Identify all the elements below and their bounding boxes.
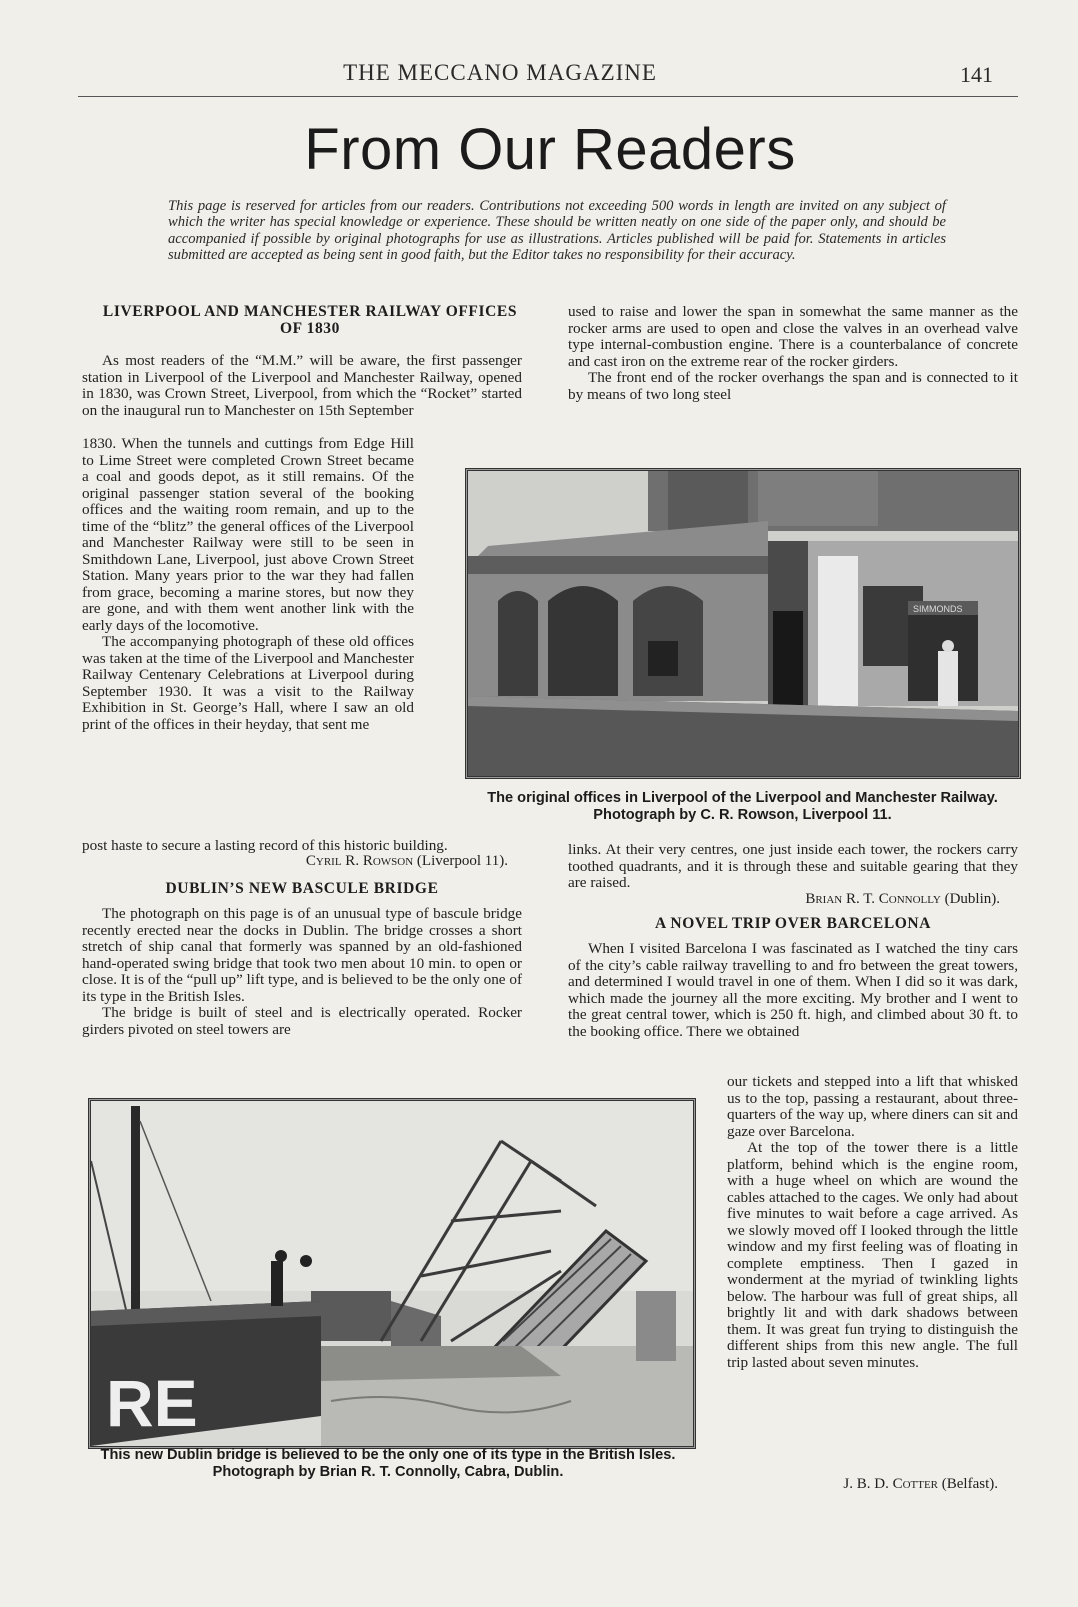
signature-connolly — [700, 891, 1000, 908]
article-barcelona-narrow: our tickets and stepped into a lift that whisked us to the top, passing a restaurant, about three-quarters of the way up, where diners can sit and gaze over Barcelona. At the top of the tower there is a little platform, behind which is the engine room, with a huge wheel on which are wound the cables attached to the cages. We only had about five minutes to wait before a cage arrived. As we slowly moved off I looked through the little window and my first feeling was of floating in complete emptiness. Then I gazed in wonderment at the myriad of twinkling lights below. The harbour was full of great ships, all brightly lit and with dark shadows between them. It was great fun trying to distinguish the different ships from this new angle. The full trip lasted about seven minutes. — [727, 1073, 1018, 1371]
signature-name: Brian R. T. Connolly — [805, 891, 941, 907]
bridge-photo-caption: This new Dublin bridge is believed to be the only one of its type in the British Isles. Photograph by Brian R. T. Connolly, Cabra, Dublin. — [100, 1447, 676, 1480]
article-dublin-col1: The photograph on this page is of an unusual type of bascule bridge recently erected near the docks in Dublin. The bridge crosses a short stretch of ship canal that formerly was spanned by an old-fashioned hand-operated swing bridge that took two men about 10 min. to open or close. It is of the “pull up” lift type, and is believed to be the only one of its type in the British Isles. The bridge is built of steel and is electrically operated. Rocker girders pivoted on steel towers are — [82, 905, 522, 1038]
signature-rowson — [200, 853, 508, 870]
article-heading-barcelona: A NOVEL TRIP OVER BARCELONA — [654, 915, 932, 932]
article-heading-dublin: DUBLIN’S NEW BASCULE BRIDGE — [165, 880, 439, 897]
offices-photo-image — [468, 471, 1018, 776]
bridge-photo-image — [91, 1101, 693, 1446]
signature-place: (Liverpool 11). — [416, 853, 508, 869]
article-heading-liverpool: LIVERPOOL AND MANCHESTER RAILWAY OFFICES OF 1830 — [102, 303, 518, 337]
signature-name: Cyril R. Rowson — [305, 853, 414, 869]
intro-note: This page is reserved for articles from our readers. Contributions not exceeding 500 words in length are invited on any subject of which the writer has special knowledge or experience. These should be written neatly on one side of the paper only, and should be accompanied if possible by original photographs for use as illustrations. Articles published will be paid for. Statements in articles submitted are accepted as being sent in good faith, but the Editor takes no responsibility for their accuracy. — [168, 198, 946, 264]
article-liverpool-end: post haste to secure a lasting record of this historic building. — [82, 837, 448, 854]
signature-name: J. B. D. Cotter — [843, 1476, 939, 1492]
offices-photo — [465, 468, 1021, 779]
article-liverpool-narrow: 1830. When the tunnels and cuttings from Edge Hill to Lime Street were completed Crown Street became a coal and goods depot, as it still remains. Of the original passenger station several of the booking offices and the waiting room remain, and up to the time of the “blitz” the general offices of the Liverpool and Manchester Railway were still to be seen in Smithdown Lane, Liverpool, just above Crown Street Station. Many years prior to the war they had fallen from grace, becoming a marine stores, but now they are gone, and with them went another link with the early days of the locomotive. The accompanying photograph of these old offices was taken at the time of the Liverpool and Manchester Railway Centenary Celebrations at Liverpool during September 1930. It was a visit to the Railway Exhibition in St. George’s Hall, where I saw an old print of the offices in their heyday, that sent me — [82, 435, 414, 733]
page-title: From Our Readers — [304, 117, 796, 182]
ship-letters: RE — [106, 1366, 198, 1440]
offices-photo-caption: The original offices in Liverpool of the Liverpool and Manchester Railway. Photograph by C. R. Rowson, Liverpool 11. — [487, 790, 998, 823]
magazine-title: THE MECCANO MAGAZINE — [343, 60, 657, 85]
bridge-photo — [88, 1098, 696, 1449]
page-number: 141 — [960, 62, 993, 87]
signature-place: (Dublin). — [944, 891, 1000, 907]
article-dublin-col2-end: links. At their very centres, one just inside each tower, the rockers carry toothed quadrants, and it is through these and suitable gearing that they are raised. — [568, 841, 1018, 891]
signature-cotter — [700, 1476, 998, 1493]
offices-shop-sign: SIMMONDS — [913, 604, 963, 614]
article-barcelona-full: When I visited Barcelona I was fascinated as I watched the tiny cars of the city’s cable railway travelling to and fro between the great towers, and determined I would travel in one of them. When I did so it was dark, which made the journey all the more exciting. My brother and I went to the great central tower, which is 250 ft. high, and climbed about 30 ft. to the booking office. There we obtained — [568, 940, 1018, 1040]
article-dublin-col2-top: used to raise and lower the span in somewhat the same manner as the rocker arms are used to open and close the valves in an overhead valve type internal-combustion engine. There is a counterbalance of concrete and cast iron on the extreme rear of the rocker girders. The front end of the rocker overhangs the span and is connected to it by means of two long steel — [568, 303, 1018, 403]
article-liverpool-p1: As most readers of the “M.M.” will be aware, the first passenger station in Liverpool of the Liverpool and Manchester Railway, opened in 1830, was Crown Street, Liverpool, from which the “Rocket” started on the inaugural run to Manchester on 15th September — [82, 352, 522, 419]
header-rule — [78, 96, 1018, 97]
signature-place: (Belfast). — [941, 1476, 998, 1492]
